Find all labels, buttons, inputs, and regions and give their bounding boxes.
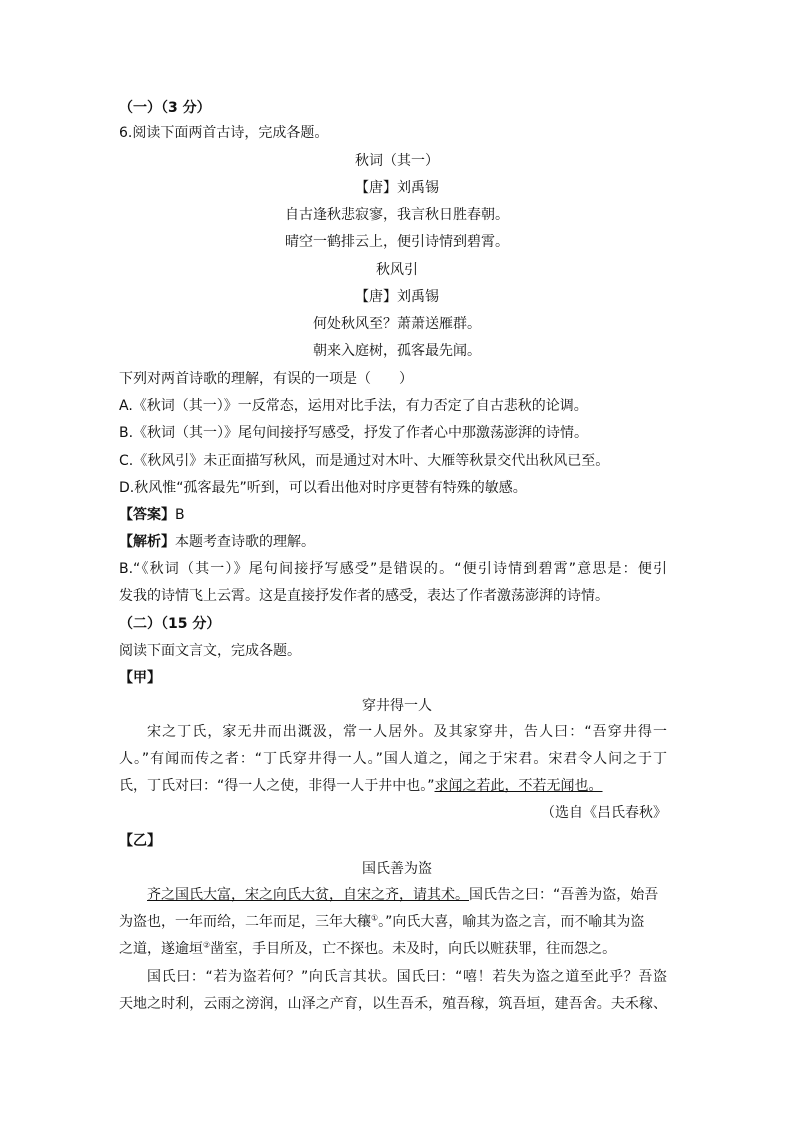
passage-yi-line: 天地之时利，云雨之滂润，山泽之产育，以生吾禾，殖吾稼，筑吾垣，建吾舍。夫禾稼、	[119, 996, 667, 1012]
passage-jia-line	[119, 776, 603, 796]
passage-yi-text: 凿室，手目所及，亡不探也。未及时，向氏以赃获罪，往而怨之。	[210, 941, 617, 957]
poem1-line: 自古逢秋悲寂寥，我言秋日胜春朝。	[285, 207, 509, 223]
option-c: C.《秋风引》未正面描写秋风，而是通过对木叶、大雁等秋景交代出秋风已至。	[119, 453, 610, 469]
passage-yi-text: 国氏告之曰：“吾善为盗，始吾	[469, 887, 659, 903]
poem2-line: 何处秋风至？萧萧送雁群。	[313, 316, 481, 332]
underlined-sentence: 齐之国氏大富，宋之向氏大贫，自宋之齐，请其术。	[147, 887, 469, 903]
footnote-marker: ①	[371, 913, 379, 923]
poem2-author: 【唐】刘禹锡	[355, 289, 439, 305]
footnote-marker: ②	[203, 940, 211, 950]
poem2-title: 秋风引	[376, 262, 418, 278]
analysis-label: 【解析】	[119, 534, 175, 550]
question-intro: 6.阅读下面两首古诗，完成各题。	[119, 125, 329, 141]
passage-jia-line: 人。”有闻而传之者：“丁氏穿井得一人。”国人道之，闻之于宋君。宋君令人问之于丁	[119, 751, 667, 767]
passage-yi-line	[119, 939, 616, 959]
answer-line	[119, 505, 185, 525]
passage-jia-text: 氏，丁氏对曰：“得一人之使，非得一人于井中也。”	[119, 778, 435, 794]
passage-yi-title: 国氏善为盗	[362, 861, 432, 877]
passage-yi-text: 。”向氏大喜，喻其为盗之言，而不喻其为盗	[378, 914, 645, 930]
poem1-line: 晴空一鹤排云上，便引诗情到碧霄。	[285, 234, 509, 250]
question-prompt: 下列对两首诗歌的理解，有误的一项是（ ）	[119, 371, 413, 387]
underlined-sentence: 求闻之若此，不若无闻也。	[434, 778, 603, 794]
section-one-header: （一）（3 分）	[119, 100, 211, 116]
explanation-line: B.“《秋词（其一）》尾句间接抒写感受”是错误的。“便引诗情到碧霄”意思是：便引	[119, 561, 667, 577]
section-two-intro: 阅读下面文言文，完成各题。	[119, 643, 301, 659]
analysis-line	[119, 532, 315, 552]
option-a: A.《秋词（其一）》一反常态，运用对比手法，有力否定了自古悲秋的论调。	[119, 398, 588, 414]
option-b: B.《秋词（其一）》尾句间接抒写感受，抒发了作者心中那激荡澎湃的诗情。	[119, 425, 589, 441]
passage-yi-text: 为盗也，一年而给，二年而足，三年大穰	[119, 914, 371, 930]
answer-label: 【答案】	[119, 507, 175, 523]
passage-jia-line: 宋之丁氏，家无井而出溉汲，常一人居外。及其家穿井，告人曰：“吾穿井得一	[147, 724, 667, 740]
poem1-title: 秋词（其一）	[355, 153, 439, 169]
answer-value: B	[175, 507, 185, 523]
passage-yi-line	[147, 885, 658, 905]
passage-jia-title: 穿井得一人	[362, 698, 432, 714]
passage-yi-label: 【乙】	[119, 833, 161, 849]
analysis-text: 本题考查诗歌的理解。	[175, 534, 315, 550]
passage-jia-label: 【甲】	[119, 670, 161, 686]
poem2-line: 朝来入庭树，孤客最先闻。	[313, 343, 481, 359]
passage-yi-line: 国氏曰：“若为盗若何？”向氏言其状。国氏曰：“嘻！若失为盗之道至此乎？吾盗	[147, 969, 667, 985]
passage-yi-text: 之道，遂逾垣	[119, 941, 203, 957]
option-d: D.秋风惟“孤客最先”听到，可以看出他对时序更替有特殊的敏感。	[119, 480, 527, 496]
passage-jia-source: （选自《吕氏春秋》	[541, 805, 667, 821]
section-two-header: （二）（15 分）	[119, 616, 221, 632]
passage-yi-line	[119, 912, 644, 932]
explanation-line: 发我的诗情飞上云霄。这是直接抒发作者的感受，表达了作者激荡澎湃的诗情。	[119, 588, 609, 604]
poem1-author: 【唐】刘禹锡	[355, 180, 439, 196]
